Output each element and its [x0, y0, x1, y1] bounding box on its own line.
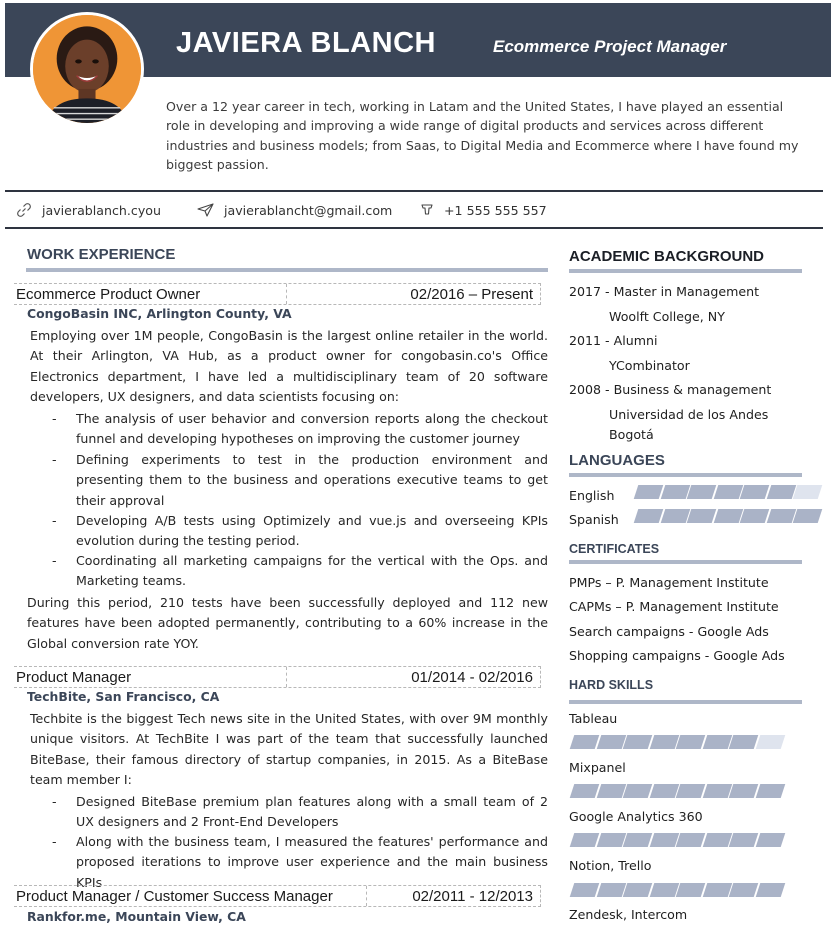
- academic-school: Woolft College, NY: [609, 309, 725, 324]
- level-segment: [713, 509, 742, 523]
- contact-email[interactable]: [197, 200, 392, 220]
- list-item: - Developing A/B tests using Optimizely and vue.js and overseeing KPIs evolution during the testing period.: [52, 513, 548, 549]
- job-header-separator: [366, 886, 367, 906]
- divider-bottom: [5, 227, 823, 229]
- skill-name: Google Analytics 360: [569, 809, 703, 824]
- skill-level-bar: [572, 735, 784, 749]
- avatar: [30, 12, 144, 126]
- academic-school-city: Bogotá: [609, 427, 654, 442]
- skill-name: Mixpanel: [569, 760, 626, 775]
- certificate-item: Search campaigns - Google Ads: [569, 624, 769, 639]
- level-segment: [740, 485, 769, 499]
- job-title: Product Manager / Customer Success Manager: [16, 888, 333, 905]
- list-item: - Coordinating all marketing campaigns for the vertical with the Ops. and Marketing teams.: [52, 553, 548, 589]
- hard-skills-rule: [569, 700, 802, 704]
- level-segment: [570, 735, 599, 749]
- academic-degree: 2008 - Business & management: [569, 382, 772, 397]
- link-icon: [16, 202, 32, 218]
- skill-name: Zendesk, Intercom: [569, 907, 688, 922]
- level-segment: [729, 784, 758, 798]
- job-header-1: [14, 283, 541, 305]
- level-segment: [570, 784, 599, 798]
- work-experience-rule: [26, 268, 548, 272]
- job-intro: Employing over 1M people, CongoBasin is the largest online retailer in the world. At their Arlington, VA Hub, as a product owner for congobasin.co's Office Electronics department, I have led a multidisciplinary team of 20 software developers, UX designers, and data scientists focusing on:: [30, 328, 548, 404]
- job-company: TechBite, San Francisco, CA: [27, 689, 220, 704]
- level-segment: [596, 883, 625, 897]
- level-segment: [623, 883, 652, 897]
- level-segment: [676, 735, 705, 749]
- level-segment: [740, 509, 769, 523]
- level-segment: [729, 833, 758, 847]
- profile-summary: Over a 12 year career in tech, working in Latam and the United States, I have played an essential role in developing and improving a wide range of digital products and services across different industries and business models; from Saas, to Digital Media and Ecommerce where I have found my biggest passion.: [166, 99, 799, 172]
- job-header-separator: [286, 284, 287, 304]
- academic-school: Universidad de los Andes: [609, 407, 769, 422]
- contact-website[interactable]: [16, 200, 161, 220]
- candidate-role: Ecommerce Project Manager: [493, 37, 727, 56]
- level-segment: [623, 735, 652, 749]
- level-segment: [676, 784, 705, 798]
- languages-rule: [569, 473, 802, 477]
- phone-icon: [420, 202, 434, 218]
- email-text: javierablancht@gmail.com: [224, 202, 393, 218]
- list-item: - Along with the business team, I measured the features' performance and proposed iterations to improve user experience and the main business KPIs: [52, 834, 548, 890]
- level-segment: [623, 833, 652, 847]
- level-segment: [687, 485, 716, 499]
- hard-skills-heading: HARD SKILLS: [569, 678, 654, 692]
- level-segment: [570, 883, 599, 897]
- level-segment: [793, 485, 822, 499]
- language-level-bar: [636, 509, 822, 523]
- academic-rule: [569, 269, 802, 273]
- job-outro: During this period, 210 tests have been successfully deployed and 112 new features have been adopted permanently, contributing to a 60% increase in the Global conversion rate YOY.: [27, 595, 548, 651]
- level-segment: [755, 735, 784, 749]
- level-segment: [713, 485, 742, 499]
- list-item: - The analysis of user behavior and conversion reports along the checkout funnel and developing hypotheses on improving the customer journey: [52, 411, 548, 447]
- level-segment: [755, 784, 784, 798]
- phone-text: +1 555 555 557: [444, 202, 547, 218]
- job-header-3: [14, 885, 541, 907]
- divider-top: [5, 190, 823, 192]
- work-experience-heading: WORK EXPERIENCE: [27, 246, 176, 263]
- job-header-2: [14, 666, 541, 688]
- job-header-separator: [286, 667, 287, 687]
- level-segment: [649, 784, 678, 798]
- certificate-item: PMPs – P. Management Institute: [569, 575, 769, 590]
- level-segment: [596, 833, 625, 847]
- academic-degree: 2011 - Alumni: [569, 333, 658, 348]
- certificate-item: CAPMs – P. Management Institute: [569, 599, 779, 614]
- job-title: Ecommerce Product Owner: [16, 286, 201, 303]
- academic-school: YCombinator: [609, 358, 690, 373]
- level-segment: [649, 833, 678, 847]
- academic-heading: ACADEMIC BACKGROUND: [569, 248, 764, 265]
- skill-name: Tableau: [569, 711, 618, 726]
- job-intro: Techbite is the biggest Tech news site in the United States, with over 9M monthly unique visitors. At TechBite I was part of the team that successfully launched BiteBase, their famous directory of startup companies, in 2015. As a BiteBase team member I:: [30, 711, 548, 787]
- certificates-heading: CERTIFICATES: [569, 542, 660, 556]
- skill-level-bar: [572, 784, 784, 798]
- level-segment: [596, 735, 625, 749]
- skill-level-bar: [572, 833, 784, 847]
- level-segment: [687, 509, 716, 523]
- language-level-bar: [636, 485, 822, 499]
- list-item: - Designed BiteBase premium plan features along with a small team of 2 UX designers and 2 Front-End Developers: [52, 794, 548, 830]
- level-segment: [660, 485, 689, 499]
- level-segment: [702, 735, 731, 749]
- level-segment: [623, 784, 652, 798]
- skill-name: Notion, Trello: [569, 858, 652, 873]
- academic-degree: 2017 - Master in Management: [569, 284, 760, 299]
- candidate-name: JAVIERA BLANCH: [176, 27, 436, 59]
- skill-level-bar: [572, 883, 784, 897]
- level-segment: [793, 509, 822, 523]
- level-segment: [649, 883, 678, 897]
- level-segment: [634, 509, 663, 523]
- level-segment: [596, 784, 625, 798]
- level-segment: [755, 833, 784, 847]
- level-segment: [676, 883, 705, 897]
- level-segment: [729, 883, 758, 897]
- website-text: javierablanch.cyou: [42, 202, 161, 218]
- job-company: CongoBasin INC, Arlington County, VA: [27, 306, 292, 321]
- job-date: 02/2016 – Present: [410, 286, 533, 303]
- language-name: English: [569, 488, 615, 503]
- level-segment: [702, 883, 731, 897]
- language-name: Spanish: [569, 512, 619, 527]
- level-segment: [634, 485, 663, 499]
- job-title: Product Manager: [16, 669, 132, 686]
- level-segment: [702, 833, 731, 847]
- portrait-image: [33, 15, 141, 123]
- certificates-rule: [569, 560, 802, 564]
- level-segment: [676, 833, 705, 847]
- level-segment: [649, 735, 678, 749]
- job-date: 01/2014 - 02/2016: [411, 669, 533, 686]
- languages-heading: LANGUAGES: [569, 452, 665, 469]
- level-segment: [755, 883, 784, 897]
- level-segment: [729, 735, 758, 749]
- level-segment: [570, 833, 599, 847]
- certificate-item: Shopping campaigns - Google Ads: [569, 648, 785, 663]
- send-icon: [197, 202, 214, 218]
- level-segment: [766, 509, 795, 523]
- level-segment: [660, 509, 689, 523]
- contact-phone[interactable]: [420, 200, 547, 220]
- list-item: - Defining experiments to test in the production environment and presenting them to the business and operations executive teams to get their approval: [52, 452, 548, 508]
- job-date: 02/2011 - 12/2013: [412, 888, 533, 905]
- job-company: Rankfor.me, Mountain View, CA: [27, 909, 246, 924]
- level-segment: [702, 784, 731, 798]
- level-segment: [766, 485, 795, 499]
